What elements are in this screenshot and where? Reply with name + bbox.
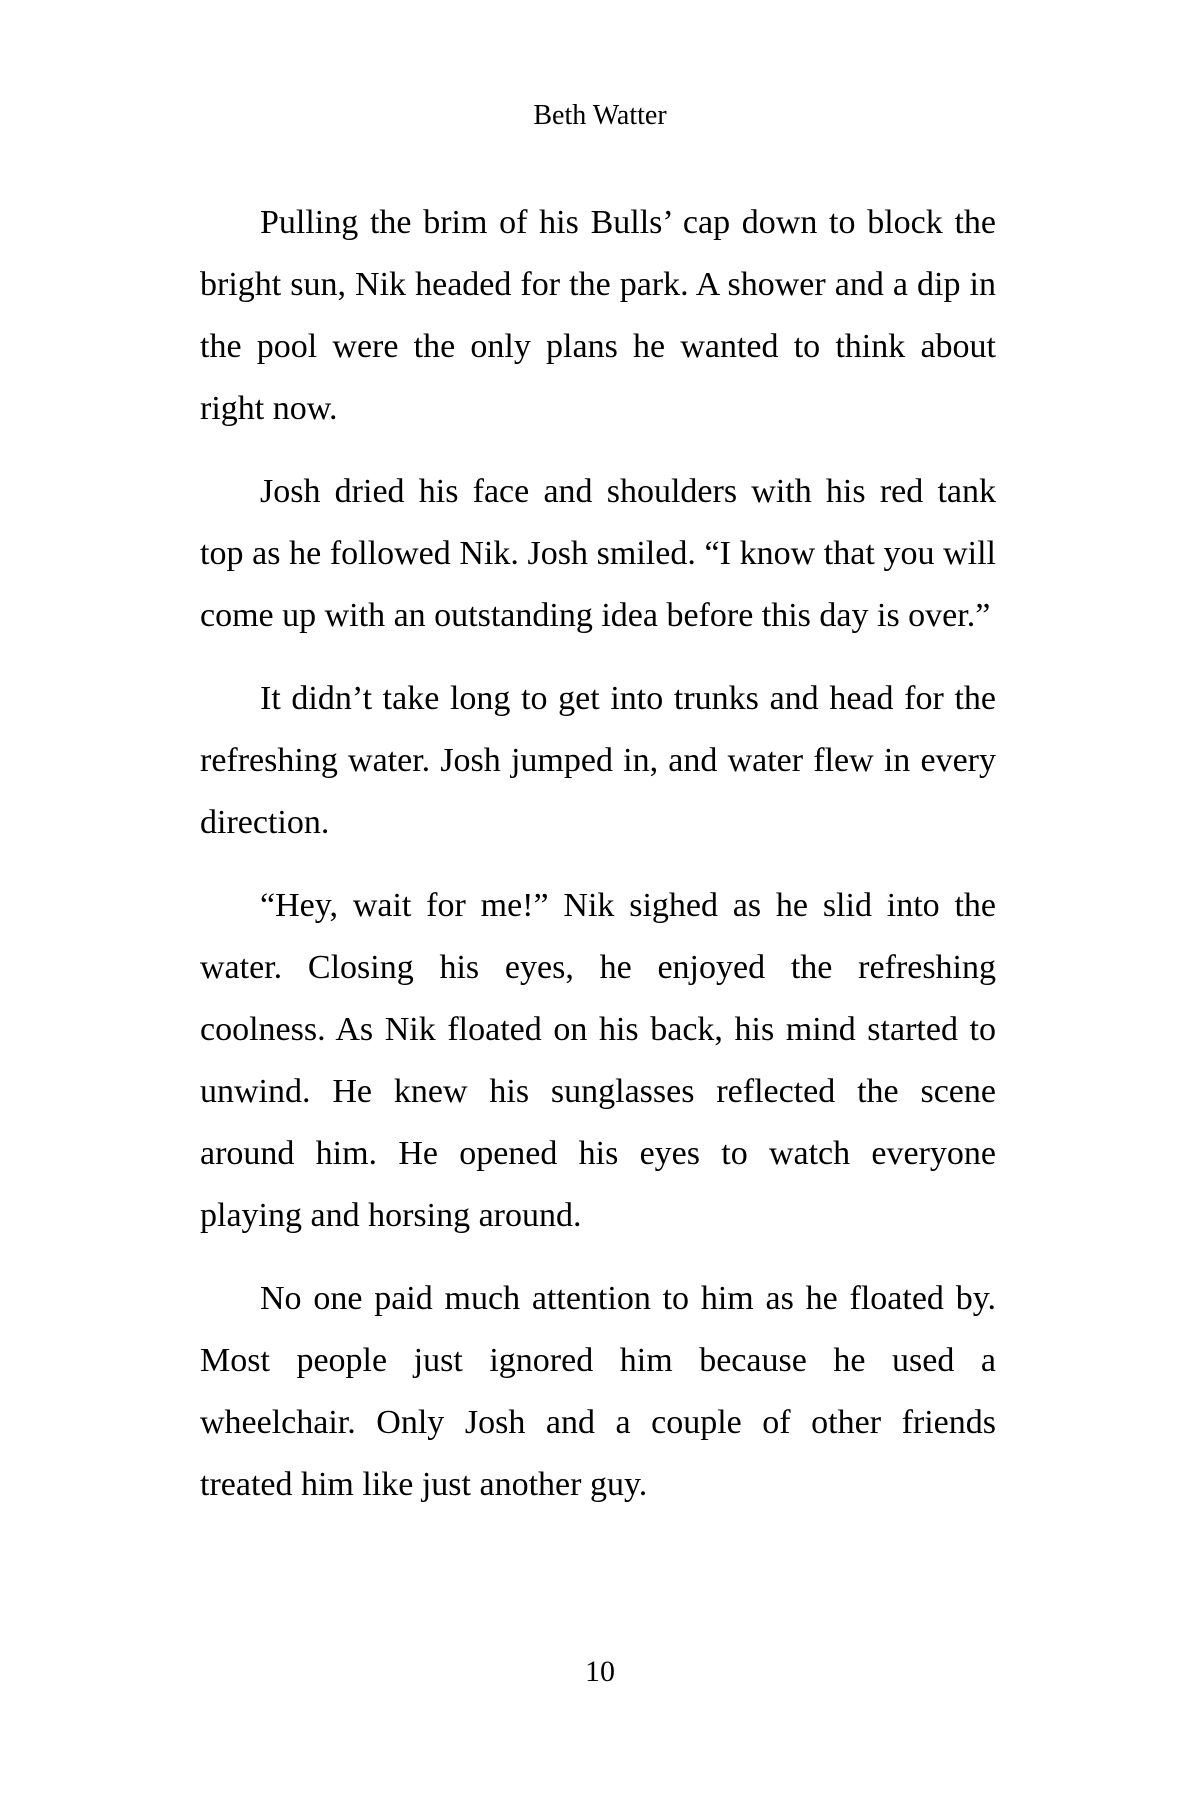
paragraph: No one paid much attention to him as he floated by. Most people just ignored him because he used a wheelchair. Only Josh and a couple of other friends treated him like just another guy. bbox=[200, 1280, 996, 1503]
paragraph: Pulling the brim of his Bulls’ cap down to block the bright sun, Nik headed for the park. A shower and a dip in the pool were the only plans he wanted to think about right now. bbox=[200, 204, 996, 427]
paragraph: Josh dried his face and shoulders with his red tank top as he followed Nik. Josh smiled. “I know that you will come up with an outstanding idea before this day is over.” bbox=[200, 473, 996, 634]
paragraph: “Hey, wait for me!” Nik sighed as he slid into the water. Closing his eyes, he enjoyed the refreshing coolness. As Nik floated on his back, his mind started to unwind. He knew his sunglasses reflected the scene around him. He opened his eyes to watch everyone playing and horsing around. bbox=[200, 887, 996, 1234]
paragraph: It didn’t take long to get into trunks and head for the refreshing water. Josh jumped in, and water flew in every direction. bbox=[200, 680, 996, 841]
page-number: 10 bbox=[585, 1655, 615, 1688]
page-body bbox=[200, 192, 996, 1537]
running-header-author: Beth Watter bbox=[533, 100, 667, 131]
